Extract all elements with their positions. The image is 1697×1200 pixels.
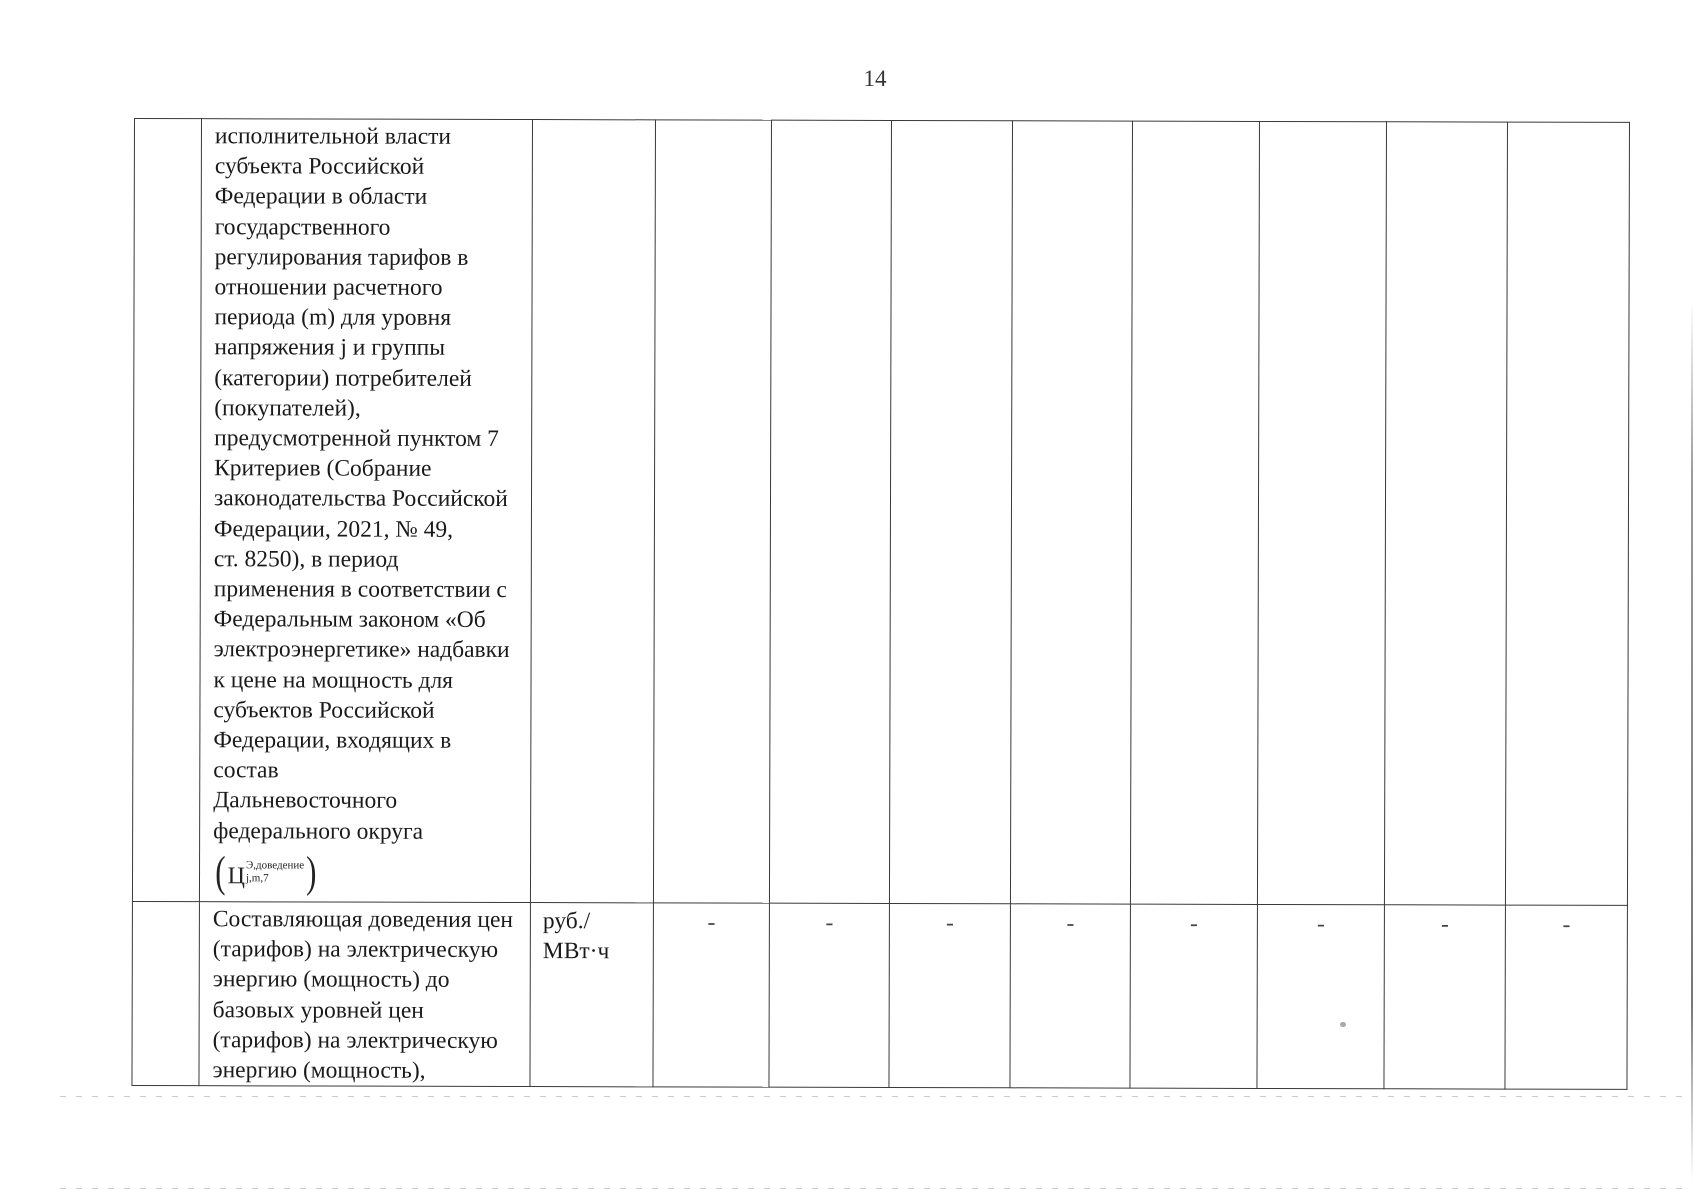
- description-line: (тарифов) на электрическую: [212, 936, 499, 964]
- right-paren: ): [306, 847, 317, 897]
- value-cell: [1384, 122, 1507, 905]
- description-line: к цене на мощность для: [213, 666, 454, 694]
- value-cell: -: [1384, 905, 1505, 1090]
- description-line: электроэнергетике» надбавки: [213, 636, 510, 664]
- description-line: энергию (мощность),: [212, 1057, 426, 1084]
- value-cell: -: [1010, 904, 1130, 1089]
- description-line: Дальневосточного: [213, 787, 398, 815]
- description-line: энергию (мощность) до: [212, 966, 450, 994]
- value-cell: [769, 120, 891, 903]
- price-formula: [213, 847, 319, 897]
- unit-cell: [530, 120, 655, 903]
- value-cell: -: [889, 903, 1010, 1088]
- description-line: (покупателей),: [214, 395, 361, 422]
- description-line: состав: [213, 757, 279, 784]
- description-line: Федерации, входящих в: [213, 727, 452, 754]
- value-cell: -: [1257, 904, 1384, 1089]
- value-cell: [1257, 121, 1386, 904]
- formula-superscript: Э,доведение: [246, 859, 305, 872]
- description-line: ст. 8250), в период: [213, 546, 399, 573]
- value-cell: -: [769, 903, 889, 1088]
- description-line: законодательства Российской: [213, 485, 508, 513]
- scan-speck: [1340, 1022, 1346, 1027]
- formula-subscript: j,m,7: [245, 872, 269, 885]
- scan-edge-shadow: [1691, 300, 1693, 1180]
- description-line: федерального округа: [213, 817, 424, 845]
- table-row: [132, 119, 1629, 906]
- description-line: исполнительной власти: [214, 123, 452, 150]
- description-line: (тарифов) на электрическую: [212, 1027, 498, 1054]
- description-line: применения в соответствии с: [213, 576, 507, 604]
- description-line: (категории) потребителей: [214, 364, 472, 392]
- description-line: напряжения j и группы: [214, 334, 446, 362]
- description-line: Федерации в области: [214, 183, 428, 211]
- description-line: субъектов Российской: [213, 697, 435, 724]
- row-number-cell: [132, 119, 201, 902]
- value-cell: -: [1505, 905, 1627, 1090]
- scan-artifact-line: [60, 1096, 1687, 1097]
- left-paren: (: [215, 847, 226, 897]
- description-line: регулирования тарифов в: [214, 244, 469, 271]
- description-line: периода (m) для уровня: [214, 304, 452, 332]
- scan-artifact-line: [60, 1188, 1687, 1189]
- tariff-table: [131, 118, 1630, 1090]
- description-line: государственного: [214, 213, 391, 241]
- value-cell: -: [653, 903, 769, 1088]
- description-line: базовых уровней цен: [212, 996, 424, 1024]
- description-cell: [199, 902, 530, 1087]
- value-cell: [653, 120, 771, 903]
- formula-symbol: Ц: [227, 863, 246, 890]
- description-line: Федерации, 2021, № 49,: [213, 515, 454, 543]
- value-cell: [1505, 122, 1629, 905]
- table-row: [132, 901, 1627, 1089]
- value-cell: -: [1130, 904, 1257, 1089]
- description-line: субъекта Российской: [214, 153, 425, 180]
- value-cell: [1010, 121, 1132, 904]
- value-cell: [1130, 121, 1259, 904]
- formula-scripts: [246, 859, 304, 885]
- page-number: 14: [863, 66, 887, 91]
- description-line: предусмотренной пунктом 7: [214, 425, 499, 452]
- description-line: Федеральным законом «Об: [213, 606, 486, 634]
- description-line: отношении расчетного: [214, 274, 443, 301]
- description-line: Составляющая доведения цен: [212, 906, 514, 933]
- unit-cell: [530, 903, 653, 1088]
- description-cell: [199, 119, 532, 903]
- value-cell: [889, 120, 1012, 903]
- unit-line: МВт·ч: [542, 938, 610, 965]
- row-number-cell: [132, 901, 199, 1085]
- description-line: Критериев (Собрание: [214, 455, 432, 483]
- unit-line: руб./: [542, 908, 591, 935]
